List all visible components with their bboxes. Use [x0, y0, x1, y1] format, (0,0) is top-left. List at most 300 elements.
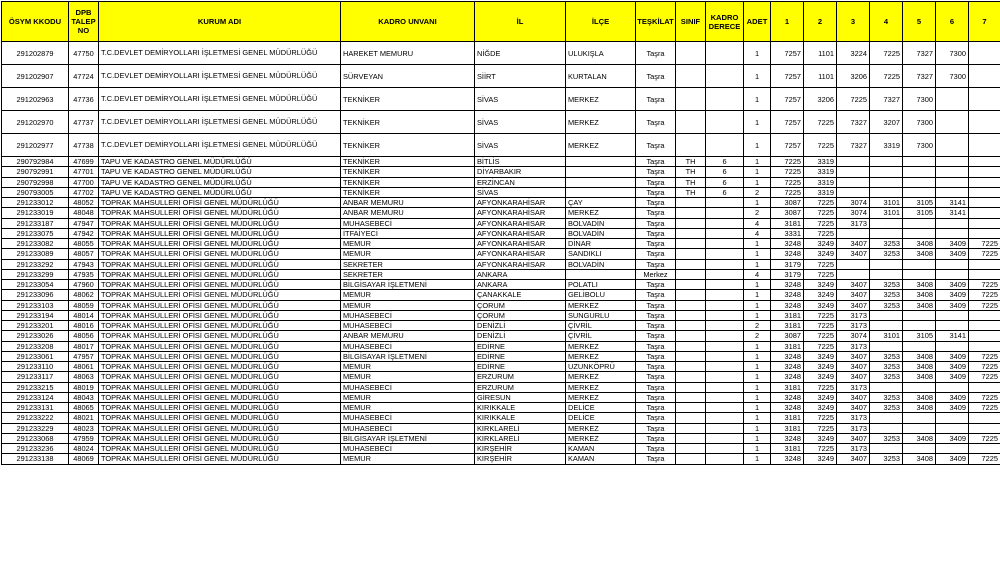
il-cell: DİYARBAKIR — [475, 167, 566, 177]
table-row — [2, 228, 1000, 238]
table-row — [2, 269, 1000, 279]
code-1-cell: 7257 — [771, 65, 804, 88]
code-6-cell — [936, 134, 969, 157]
header-row — [2, 2, 1000, 42]
kurum-adi-cell: TOPRAK MAHSULLERİ OFİSİ GENEL MÜDÜRLÜĞÜ — [99, 249, 341, 259]
kadro-unvani-cell: MUHASEBECİ — [341, 423, 475, 433]
kurum-adi-cell: TOPRAK MAHSULLERİ OFİSİ GENEL MÜDÜRLÜĞÜ — [99, 403, 341, 413]
code-5-cell: 3408 — [903, 392, 936, 402]
code-1-cell: 3248 — [771, 433, 804, 443]
code-6-cell: 3409 — [936, 300, 969, 310]
teskilat-cell: Taşra — [636, 208, 676, 218]
kurum-adi-cell: TOPRAK MAHSULLERİ OFİSİ GENEL MÜDÜRLÜĞÜ — [99, 351, 341, 361]
header-dpb-talep-no: DPB TALEP NO — [69, 2, 99, 42]
sinif-cell — [676, 88, 706, 111]
ilce-cell — [566, 187, 636, 197]
kurum-adi-cell: TAPU VE KADASTRO GENEL MÜDÜRLÜĞÜ — [99, 177, 341, 187]
code-3-cell — [837, 187, 870, 197]
kadro-derece-cell — [706, 249, 744, 259]
ilce-cell: MERKEZ — [566, 134, 636, 157]
il-cell: SİVAS — [475, 134, 566, 157]
osym-kodu-cell: 291233089 — [2, 249, 69, 259]
adet-cell: 1 — [744, 351, 771, 361]
code-1-cell: 3248 — [771, 351, 804, 361]
kurum-adi-cell: TOPRAK MAHSULLERİ OFİSİ GENEL MÜDÜRLÜĞÜ — [99, 433, 341, 443]
ilce-cell: BOLVADİN — [566, 259, 636, 269]
ilce-cell: DELİCE — [566, 403, 636, 413]
code-6-cell: 3409 — [936, 403, 969, 413]
kadro-unvani-cell: TEKNİKER — [341, 111, 475, 134]
ilce-cell: ÇİVRİL — [566, 321, 636, 331]
kadro-derece-cell — [706, 65, 744, 88]
dpb-talep-no-cell: 47724 — [69, 65, 99, 88]
table-row — [2, 321, 1000, 331]
code-2-cell: 7225 — [804, 382, 837, 392]
code-6-cell — [936, 423, 969, 433]
code-4-cell: 3253 — [870, 392, 903, 402]
adet-cell: 2 — [744, 208, 771, 218]
ilce-cell — [566, 269, 636, 279]
il-cell: BİTLİS — [475, 157, 566, 167]
ilce-cell: MERKEZ — [566, 88, 636, 111]
code-5-cell: 3408 — [903, 433, 936, 443]
code-4-cell: 3207 — [870, 111, 903, 134]
osym-kodu-cell: 290792984 — [2, 157, 69, 167]
code-7-cell — [969, 382, 1000, 392]
code-3-cell: 3173 — [837, 413, 870, 423]
sinif-cell — [676, 403, 706, 413]
teskilat-cell: Taşra — [636, 177, 676, 187]
kadro-unvani-cell: MEMUR — [341, 239, 475, 249]
teskilat-cell: Taşra — [636, 249, 676, 259]
il-cell: KIRKLARELİ — [475, 423, 566, 433]
sinif-cell — [676, 65, 706, 88]
kadro-unvani-cell: MUHASEBECİ — [341, 341, 475, 351]
adet-cell: 1 — [744, 65, 771, 88]
kadro-derece-cell — [706, 351, 744, 361]
osym-kodu-cell: 291233194 — [2, 310, 69, 320]
ilce-cell: ULUKIŞLA — [566, 42, 636, 65]
kadro-unvani-cell: MUHASEBECİ — [341, 218, 475, 228]
code-4-cell — [870, 423, 903, 433]
adet-cell: 1 — [744, 88, 771, 111]
code-7-cell — [969, 331, 1000, 341]
kadro-derece-cell — [706, 280, 744, 290]
teskilat-cell: Taşra — [636, 351, 676, 361]
code-2-cell: 1101 — [804, 42, 837, 65]
code-3-cell — [837, 167, 870, 177]
ilce-cell: BOLVADİN — [566, 218, 636, 228]
code-1-cell: 3179 — [771, 259, 804, 269]
code-7-cell: 7225 — [969, 372, 1000, 382]
ilce-cell: SUNGURLU — [566, 310, 636, 320]
osym-kodu-cell: 291233299 — [2, 269, 69, 279]
dpb-talep-no-cell: 48061 — [69, 362, 99, 372]
il-cell: AFYONKARAHİSAR — [475, 259, 566, 269]
kurum-adi-cell: TOPRAK MAHSULLERİ OFİSİ GENEL MÜDÜRLÜĞÜ — [99, 331, 341, 341]
osym-kodu-cell: 291233054 — [2, 280, 69, 290]
teskilat-cell: Taşra — [636, 423, 676, 433]
sinif-cell — [676, 239, 706, 249]
kadro-derece-cell — [706, 88, 744, 111]
code-3-cell — [837, 157, 870, 167]
code-3-cell: 3407 — [837, 280, 870, 290]
code-4-cell: 3253 — [870, 433, 903, 443]
code-2-cell: 7225 — [804, 341, 837, 351]
kurum-adi-cell: TOPRAK MAHSULLERİ OFİSİ GENEL MÜDÜRLÜĞÜ — [99, 300, 341, 310]
code-4-cell — [870, 177, 903, 187]
code-1-cell: 3087 — [771, 331, 804, 341]
code-2-cell: 3249 — [804, 300, 837, 310]
teskilat-cell: Taşra — [636, 157, 676, 167]
code-4-cell — [870, 444, 903, 454]
il-cell: EDİRNE — [475, 351, 566, 361]
code-5-cell: 3408 — [903, 351, 936, 361]
teskilat-cell: Taşra — [636, 290, 676, 300]
code-7-cell — [969, 111, 1000, 134]
dpb-talep-no-cell: 47737 — [69, 111, 99, 134]
code-6-cell: 3409 — [936, 433, 969, 443]
sinif-cell — [676, 454, 706, 464]
table-row — [2, 392, 1000, 402]
kadro-unvani-cell: MUHASEBECİ — [341, 444, 475, 454]
dpb-talep-no-cell: 47750 — [69, 42, 99, 65]
code-4-cell: 7225 — [870, 65, 903, 88]
code-5-cell: 3408 — [903, 249, 936, 259]
kadro-unvani-cell: TEKNİKER — [341, 157, 475, 167]
osym-kodu-cell: 291233292 — [2, 259, 69, 269]
code-7-cell — [969, 134, 1000, 157]
dpb-talep-no-cell: 47935 — [69, 269, 99, 279]
code-7-cell — [969, 42, 1000, 65]
sinif-cell — [676, 392, 706, 402]
osym-kodu-cell: 291233019 — [2, 208, 69, 218]
code-4-cell — [870, 218, 903, 228]
code-3-cell: 7327 — [837, 134, 870, 157]
code-2-cell: 3249 — [804, 290, 837, 300]
adet-cell: 1 — [744, 198, 771, 208]
adet-cell: 1 — [744, 177, 771, 187]
code-2-cell: 7225 — [804, 269, 837, 279]
kadro-unvani-cell: MEMUR — [341, 454, 475, 464]
code-2-cell: 3249 — [804, 433, 837, 443]
code-1-cell: 3248 — [771, 403, 804, 413]
il-cell: KIRIKKALE — [475, 403, 566, 413]
code-6-cell: 7300 — [936, 42, 969, 65]
kadro-derece-cell — [706, 208, 744, 218]
code-4-cell — [870, 187, 903, 197]
table-row — [2, 290, 1000, 300]
adet-cell: 1 — [744, 157, 771, 167]
table-row — [2, 444, 1000, 454]
kadro-unvani-cell: MEMUR — [341, 362, 475, 372]
code-3-cell: 3173 — [837, 218, 870, 228]
kurum-adi-cell: TAPU VE KADASTRO GENEL MÜDÜRLÜĞÜ — [99, 167, 341, 177]
ilce-cell: UZUNKÖPRÜ — [566, 362, 636, 372]
code-3-cell: 3173 — [837, 310, 870, 320]
teskilat-cell: Taşra — [636, 310, 676, 320]
kadro-unvani-cell: MEMUR — [341, 403, 475, 413]
il-cell: KIRŞEHİR — [475, 454, 566, 464]
code-4-cell — [870, 382, 903, 392]
sinif-cell — [676, 444, 706, 454]
code-2-cell: 3319 — [804, 167, 837, 177]
code-1-cell: 3181 — [771, 321, 804, 331]
code-4-cell: 3253 — [870, 290, 903, 300]
osym-kodu-cell: 291233096 — [2, 290, 69, 300]
code-4-cell: 3253 — [870, 249, 903, 259]
teskilat-cell: Taşra — [636, 362, 676, 372]
code-1-cell: 3248 — [771, 290, 804, 300]
code-6-cell — [936, 310, 969, 320]
code-3-cell: 3407 — [837, 392, 870, 402]
sinif-cell — [676, 259, 706, 269]
code-2-cell: 3249 — [804, 392, 837, 402]
code-4-cell — [870, 413, 903, 423]
code-6-cell — [936, 341, 969, 351]
code-3-cell: 3407 — [837, 454, 870, 464]
kurum-adi-cell: TOPRAK MAHSULLERİ OFİSİ GENEL MÜDÜRLÜĞÜ — [99, 290, 341, 300]
code-3-cell — [837, 259, 870, 269]
code-1-cell: 3181 — [771, 382, 804, 392]
code-2-cell: 3249 — [804, 239, 837, 249]
code-7-cell: 7225 — [969, 239, 1000, 249]
header-ilce: İLÇE — [566, 2, 636, 42]
code-7-cell — [969, 157, 1000, 167]
code-3-cell: 3407 — [837, 433, 870, 443]
code-3-cell — [837, 228, 870, 238]
kadro-unvani-cell: MEMUR — [341, 290, 475, 300]
code-2-cell: 7225 — [804, 444, 837, 454]
il-cell: ÇORUM — [475, 300, 566, 310]
dpb-talep-no-cell: 48062 — [69, 290, 99, 300]
code-6-cell: 7300 — [936, 65, 969, 88]
code-3-cell: 3173 — [837, 341, 870, 351]
ilce-cell: MERKEZ — [566, 423, 636, 433]
teskilat-cell: Taşra — [636, 187, 676, 197]
code-1-cell: 3248 — [771, 249, 804, 259]
code-1-cell: 7257 — [771, 42, 804, 65]
code-7-cell: 7225 — [969, 249, 1000, 259]
kadro-derece-cell: 6 — [706, 177, 744, 187]
sinif-cell — [676, 300, 706, 310]
code-2-cell: 7225 — [804, 423, 837, 433]
code-1-cell: 3248 — [771, 362, 804, 372]
header-osym-kodu: ÖSYM KKODU — [2, 2, 69, 42]
dpb-talep-no-cell: 47960 — [69, 280, 99, 290]
kadro-derece-cell — [706, 341, 744, 351]
sinif-cell — [676, 228, 706, 238]
il-cell: EDİRNE — [475, 362, 566, 372]
teskilat-cell: Taşra — [636, 444, 676, 454]
teskilat-cell: Taşra — [636, 392, 676, 402]
code-6-cell: 3409 — [936, 351, 969, 361]
kadro-derece-cell — [706, 392, 744, 402]
osym-kodu-cell: 291233131 — [2, 403, 69, 413]
header-il: İL — [475, 2, 566, 42]
code-4-cell: 3101 — [870, 198, 903, 208]
osym-kodu-cell: 291233026 — [2, 331, 69, 341]
dpb-talep-no-cell: 48019 — [69, 382, 99, 392]
kurum-adi-cell: TOPRAK MAHSULLERİ OFİSİ GENEL MÜDÜRLÜĞÜ — [99, 228, 341, 238]
osym-kodu-cell: 290792991 — [2, 167, 69, 177]
sinif-cell — [676, 134, 706, 157]
ilce-cell: BOLVADİN — [566, 228, 636, 238]
osym-kodu-cell: 291202879 — [2, 42, 69, 65]
adet-cell: 1 — [744, 290, 771, 300]
header-teskilat: TEŞKİLAT — [636, 2, 676, 42]
adet-cell: 2 — [744, 321, 771, 331]
dpb-talep-no-cell: 47959 — [69, 433, 99, 443]
kurum-adi-cell: TAPU VE KADASTRO GENEL MÜDÜRLÜĞÜ — [99, 157, 341, 167]
dpb-talep-no-cell: 48048 — [69, 208, 99, 218]
code-5-cell — [903, 228, 936, 238]
kadro-unvani-cell: TEKNİKER — [341, 167, 475, 177]
sinif-cell: TH — [676, 187, 706, 197]
code-3-cell: 3074 — [837, 331, 870, 341]
ilce-cell: KURTALAN — [566, 65, 636, 88]
adet-cell: 1 — [744, 310, 771, 320]
osym-kodu-cell: 290792998 — [2, 177, 69, 187]
kadro-derece-cell: 6 — [706, 157, 744, 167]
code-5-cell: 3408 — [903, 239, 936, 249]
dpb-talep-no-cell: 48052 — [69, 198, 99, 208]
ilce-cell: MERKEZ — [566, 382, 636, 392]
code-5-cell — [903, 444, 936, 454]
dpb-talep-no-cell: 47736 — [69, 88, 99, 111]
code-4-cell — [870, 259, 903, 269]
kadro-unvani-cell: İTFAİYECİ — [341, 228, 475, 238]
dpb-talep-no-cell: 47942 — [69, 228, 99, 238]
kurum-adi-cell: TOPRAK MAHSULLERİ OFİSİ GENEL MÜDÜRLÜĞÜ — [99, 239, 341, 249]
code-3-cell: 3407 — [837, 351, 870, 361]
code-2-cell: 3249 — [804, 249, 837, 259]
code-5-cell — [903, 218, 936, 228]
adet-cell: 4 — [744, 269, 771, 279]
dpb-talep-no-cell: 48059 — [69, 300, 99, 310]
teskilat-cell: Taşra — [636, 218, 676, 228]
kadro-unvani-cell: SÜRVEYAN — [341, 65, 475, 88]
table-row — [2, 362, 1000, 372]
code-4-cell: 3253 — [870, 239, 903, 249]
il-cell: KIRKLARELİ — [475, 433, 566, 443]
code-3-cell: 3407 — [837, 239, 870, 249]
code-5-cell: 3105 — [903, 198, 936, 208]
sinif-cell — [676, 111, 706, 134]
code-2-cell: 7225 — [804, 218, 837, 228]
header-kadro-derece: KADRO DERECE — [706, 2, 744, 42]
table-row — [2, 403, 1000, 413]
table-row — [2, 65, 1000, 88]
kadro-derece-cell — [706, 134, 744, 157]
code-5-cell: 3408 — [903, 280, 936, 290]
code-7-cell — [969, 423, 1000, 433]
sinif-cell: TH — [676, 177, 706, 187]
kurum-adi-cell: TOPRAK MAHSULLERİ OFİSİ GENEL MÜDÜRLÜĞÜ — [99, 423, 341, 433]
code-7-cell — [969, 413, 1000, 423]
table-row — [2, 208, 1000, 218]
il-cell: AFYONKARAHİSAR — [475, 228, 566, 238]
kadro-unvani-cell: ANBAR MEMURU — [341, 198, 475, 208]
teskilat-cell: Taşra — [636, 167, 676, 177]
code-2-cell: 3249 — [804, 362, 837, 372]
ilce-cell: MERKEZ — [566, 111, 636, 134]
kadro-unvani-cell: SEKRETER — [341, 259, 475, 269]
kurum-adi-cell: TOPRAK MAHSULLERİ OFİSİ GENEL MÜDÜRLÜĞÜ — [99, 362, 341, 372]
code-4-cell: 3253 — [870, 454, 903, 464]
sinif-cell: TH — [676, 167, 706, 177]
teskilat-cell: Taşra — [636, 372, 676, 382]
kadro-unvani-cell: MUHASEBECİ — [341, 413, 475, 423]
dpb-talep-no-cell: 48069 — [69, 454, 99, 464]
osym-kodu-cell: 291233110 — [2, 362, 69, 372]
code-3-cell: 7225 — [837, 88, 870, 111]
kurum-adi-cell: T.C.DEVLET DEMİRYOLLARI İŞLETMESİ GENEL MÜDÜRLÜĞÜ — [99, 88, 341, 111]
header-col-1: 1 — [771, 2, 804, 42]
code-5-cell — [903, 413, 936, 423]
code-1-cell: 3179 — [771, 269, 804, 279]
adet-cell: 1 — [744, 341, 771, 351]
kadro-derece-cell — [706, 198, 744, 208]
dpb-talep-no-cell: 48055 — [69, 239, 99, 249]
kadro-unvani-cell: MUHASEBECİ — [341, 321, 475, 331]
osym-kodu-cell: 291233012 — [2, 198, 69, 208]
sinif-cell — [676, 208, 706, 218]
code-6-cell: 3409 — [936, 249, 969, 259]
dpb-talep-no-cell: 47700 — [69, 177, 99, 187]
il-cell: SİVAS — [475, 111, 566, 134]
code-7-cell — [969, 88, 1000, 111]
code-5-cell — [903, 269, 936, 279]
osym-kodu-cell: 291233068 — [2, 433, 69, 443]
il-cell: EDİRNE — [475, 341, 566, 351]
kadro-derece-cell — [706, 269, 744, 279]
code-7-cell — [969, 177, 1000, 187]
code-3-cell: 3407 — [837, 290, 870, 300]
code-6-cell — [936, 111, 969, 134]
code-6-cell: 3141 — [936, 331, 969, 341]
sinif-cell — [676, 341, 706, 351]
adet-cell: 1 — [744, 382, 771, 392]
adet-cell: 1 — [744, 392, 771, 402]
teskilat-cell: Taşra — [636, 300, 676, 310]
kadro-unvani-cell: MEMUR — [341, 372, 475, 382]
kadro-derece-cell — [706, 382, 744, 392]
adet-cell: 4 — [744, 218, 771, 228]
ilce-cell: KAMAN — [566, 454, 636, 464]
il-cell: GİRESUN — [475, 392, 566, 402]
table-row — [2, 167, 1000, 177]
code-6-cell: 3409 — [936, 280, 969, 290]
sinif-cell — [676, 218, 706, 228]
code-4-cell: 3253 — [870, 351, 903, 361]
osym-kodu-cell: 291233103 — [2, 300, 69, 310]
ilce-cell: DELİCE — [566, 413, 636, 423]
teskilat-cell: Taşra — [636, 65, 676, 88]
code-7-cell: 7225 — [969, 300, 1000, 310]
code-2-cell: 3249 — [804, 372, 837, 382]
osym-kodu-cell: 291233187 — [2, 218, 69, 228]
code-1-cell: 3181 — [771, 413, 804, 423]
code-7-cell — [969, 187, 1000, 197]
code-2-cell: 1101 — [804, 65, 837, 88]
code-1-cell: 3248 — [771, 454, 804, 464]
code-5-cell: 3408 — [903, 300, 936, 310]
code-1-cell: 3087 — [771, 198, 804, 208]
adet-cell: 1 — [744, 239, 771, 249]
code-2-cell: 7225 — [804, 208, 837, 218]
adet-cell: 1 — [744, 134, 771, 157]
